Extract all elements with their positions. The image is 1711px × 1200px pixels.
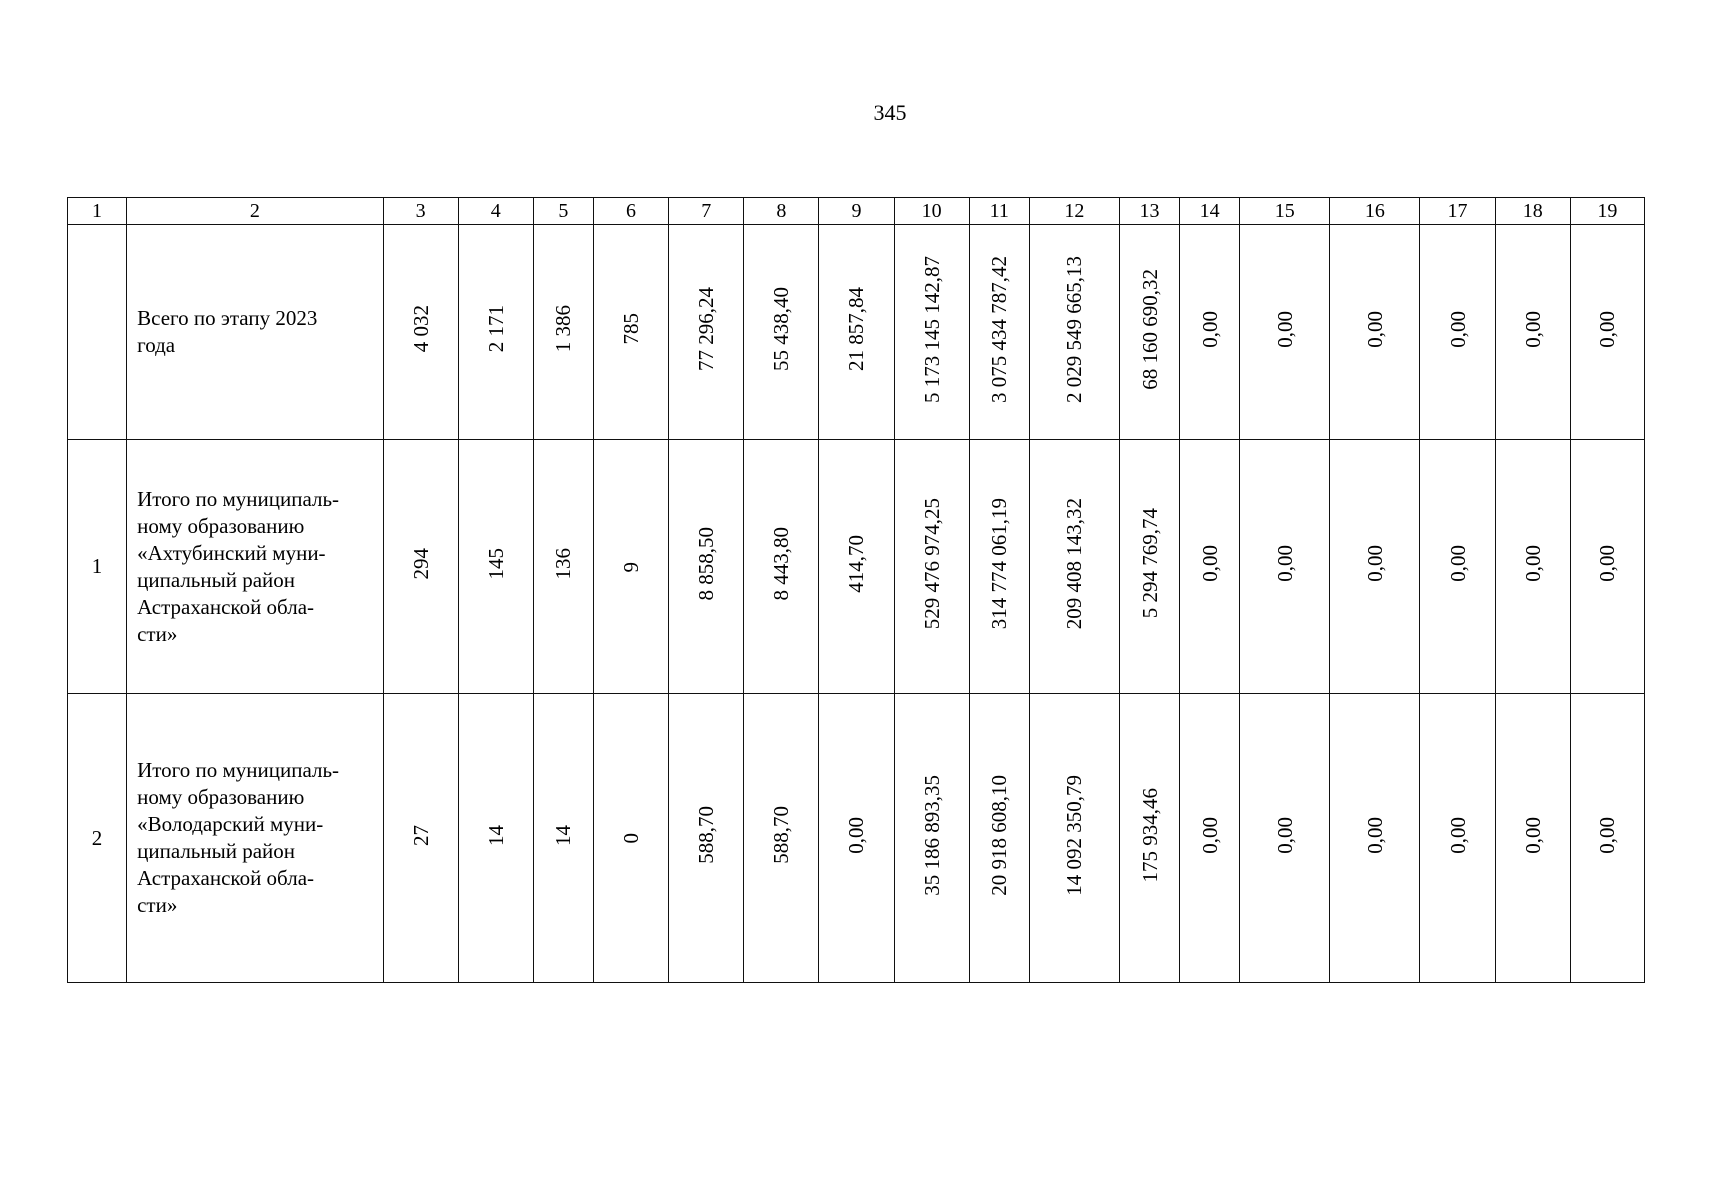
value-text: 209 408 143,32 <box>1062 497 1087 630</box>
value-cell <box>669 225 744 440</box>
value-text: 529 476 974,25 <box>919 497 944 630</box>
value-text: 3 075 434 787,42 <box>987 255 1012 403</box>
value-text: 68 160 690,32 <box>1137 268 1162 390</box>
value-cell <box>1029 225 1119 440</box>
row-name <box>127 225 383 440</box>
value-text: 0,00 <box>1197 816 1222 854</box>
column-header: 4 <box>458 198 533 225</box>
value-text: 5 294 769,74 <box>1137 508 1162 619</box>
value-text: 14 <box>551 824 576 846</box>
value-text: 0,00 <box>1595 545 1620 582</box>
value-cell <box>593 440 668 694</box>
column-header: 16 <box>1330 198 1420 225</box>
value-cell <box>1420 440 1495 694</box>
value-cell <box>969 694 1029 983</box>
value-text: 2 029 549 665,13 <box>1062 255 1087 403</box>
value-text: 20 918 608,10 <box>987 774 1012 896</box>
value-cell <box>894 440 969 694</box>
table-row <box>68 694 1645 983</box>
value-text: 0,00 <box>1445 545 1470 582</box>
column-header: 11 <box>969 198 1029 225</box>
column-header: 9 <box>819 198 894 225</box>
value-cell <box>1180 225 1240 440</box>
value-text: 8 858,50 <box>694 526 719 601</box>
value-cell <box>969 440 1029 694</box>
value-text: 0,00 <box>1445 816 1470 854</box>
value-cell <box>1330 225 1420 440</box>
value-cell <box>1029 440 1119 694</box>
value-cell <box>458 225 533 440</box>
value-text: 27 <box>408 824 433 846</box>
value-cell <box>1570 225 1644 440</box>
value-cell <box>819 225 894 440</box>
value-cell <box>383 694 458 983</box>
value-cell <box>744 225 819 440</box>
value-text: 0,00 <box>1272 816 1297 854</box>
value-text: 0,00 <box>1272 545 1297 582</box>
row-name-line: года <box>137 333 176 357</box>
value-text: 0,00 <box>1520 545 1545 582</box>
column-header: 13 <box>1119 198 1179 225</box>
row-number: 2 <box>68 694 127 983</box>
value-text: 0,00 <box>1197 310 1222 348</box>
value-text: 314 774 061,19 <box>987 497 1012 630</box>
column-header: 7 <box>669 198 744 225</box>
value-cell <box>819 694 894 983</box>
row-name-line: сти» <box>137 621 178 646</box>
row-name-line: Итого по муниципаль- <box>137 486 340 511</box>
value-text: 8 443,80 <box>769 526 794 601</box>
value-text: 0,00 <box>1272 310 1297 348</box>
value-cell <box>1180 694 1240 983</box>
row-name-line: Астраханской обла- <box>137 594 315 619</box>
value-cell <box>1495 694 1570 983</box>
column-header: 6 <box>593 198 668 225</box>
row-name <box>127 440 383 694</box>
value-cell <box>1420 694 1495 983</box>
table-row <box>68 225 1645 440</box>
value-text: 145 <box>483 547 508 580</box>
value-text: 0,00 <box>1520 310 1545 348</box>
column-header: 1 <box>68 198 127 225</box>
row-number <box>68 225 127 440</box>
value-text: 785 <box>619 313 644 345</box>
value-cell <box>819 440 894 694</box>
value-text: 175 934,46 <box>1137 787 1162 883</box>
value-text: 0,00 <box>1520 816 1545 854</box>
column-header: 14 <box>1180 198 1240 225</box>
value-text: 588,70 <box>769 806 794 864</box>
column-header: 2 <box>127 198 383 225</box>
value-text: 35 186 893,35 <box>919 774 944 896</box>
value-text: 0,00 <box>1362 310 1387 348</box>
value-cell <box>533 225 593 440</box>
value-text: 1 386 <box>551 305 576 353</box>
value-cell <box>744 694 819 983</box>
value-text: 414,70 <box>844 534 869 593</box>
column-header: 17 <box>1420 198 1495 225</box>
value-text: 14 092 350,79 <box>1062 774 1087 896</box>
column-header: 5 <box>533 198 593 225</box>
value-cell <box>458 440 533 694</box>
value-cell <box>1240 440 1330 694</box>
value-cell <box>894 694 969 983</box>
value-text: 588,70 <box>694 806 719 864</box>
value-cell <box>1330 694 1420 983</box>
row-name-line: ному образованию <box>137 513 305 538</box>
value-cell <box>1420 225 1495 440</box>
value-text: 0,00 <box>844 816 869 854</box>
value-cell <box>1570 694 1644 983</box>
value-cell <box>669 440 744 694</box>
value-cell <box>1240 694 1330 983</box>
value-text: 5 173 145 142,87 <box>919 255 944 403</box>
value-text: 294 <box>408 547 433 580</box>
data-table <box>67 197 1645 983</box>
column-header: 15 <box>1240 198 1330 225</box>
column-header: 19 <box>1570 198 1644 225</box>
row-name-line: ципальный район <box>137 567 296 592</box>
row-number: 1 <box>68 440 127 694</box>
value-cell <box>1029 694 1119 983</box>
value-text: 2 171 <box>483 305 508 353</box>
value-cell <box>593 225 668 440</box>
value-text: 0,00 <box>1595 310 1620 348</box>
value-text: 9 <box>619 561 644 572</box>
value-text: 21 857,84 <box>844 287 869 371</box>
row-name-line: ному образованию <box>137 785 305 809</box>
column-header: 8 <box>744 198 819 225</box>
value-text: 0,00 <box>1595 816 1620 854</box>
row-name-line: «Ахтубинский муни- <box>137 540 326 565</box>
value-cell <box>669 694 744 983</box>
value-cell <box>1495 225 1570 440</box>
value-text: 0,00 <box>1197 545 1222 582</box>
value-text: 55 438,40 <box>769 287 794 371</box>
column-header: 12 <box>1029 198 1119 225</box>
value-text: 0 <box>619 833 644 844</box>
value-text: 136 <box>551 547 576 580</box>
row-name-line: «Володарский муни- <box>137 812 324 836</box>
value-cell <box>533 694 593 983</box>
row-name <box>127 694 383 983</box>
column-header: 18 <box>1495 198 1570 225</box>
value-cell <box>1119 225 1179 440</box>
value-cell <box>1570 440 1644 694</box>
value-cell <box>1330 440 1420 694</box>
row-name-line: Всего по этапу 2023 <box>137 306 318 330</box>
row-name-line: сти» <box>137 893 178 917</box>
value-cell <box>1119 694 1179 983</box>
header-row <box>68 198 1645 225</box>
table-row <box>68 440 1645 694</box>
column-header: 3 <box>383 198 458 225</box>
value-cell <box>1119 440 1179 694</box>
row-name-line: ципальный район <box>137 839 296 863</box>
value-cell <box>1495 440 1570 694</box>
value-cell <box>969 225 1029 440</box>
column-header: 10 <box>894 198 969 225</box>
row-name-line: Астраханской обла- <box>137 866 315 890</box>
value-cell <box>533 440 593 694</box>
page-number: 345 <box>873 100 907 125</box>
value-text: 4 032 <box>408 305 433 353</box>
value-cell <box>744 440 819 694</box>
value-text: 0,00 <box>1445 310 1470 348</box>
row-name-line: Итого по муниципаль- <box>137 758 340 782</box>
value-cell <box>1240 225 1330 440</box>
value-cell <box>383 225 458 440</box>
value-cell <box>593 694 668 983</box>
value-cell <box>894 225 969 440</box>
value-cell <box>383 440 458 694</box>
value-text: 77 296,24 <box>694 287 719 371</box>
value-cell <box>458 694 533 983</box>
value-text: 0,00 <box>1362 816 1387 854</box>
value-text: 14 <box>483 824 508 846</box>
value-cell <box>1180 440 1240 694</box>
value-text: 0,00 <box>1362 545 1387 582</box>
